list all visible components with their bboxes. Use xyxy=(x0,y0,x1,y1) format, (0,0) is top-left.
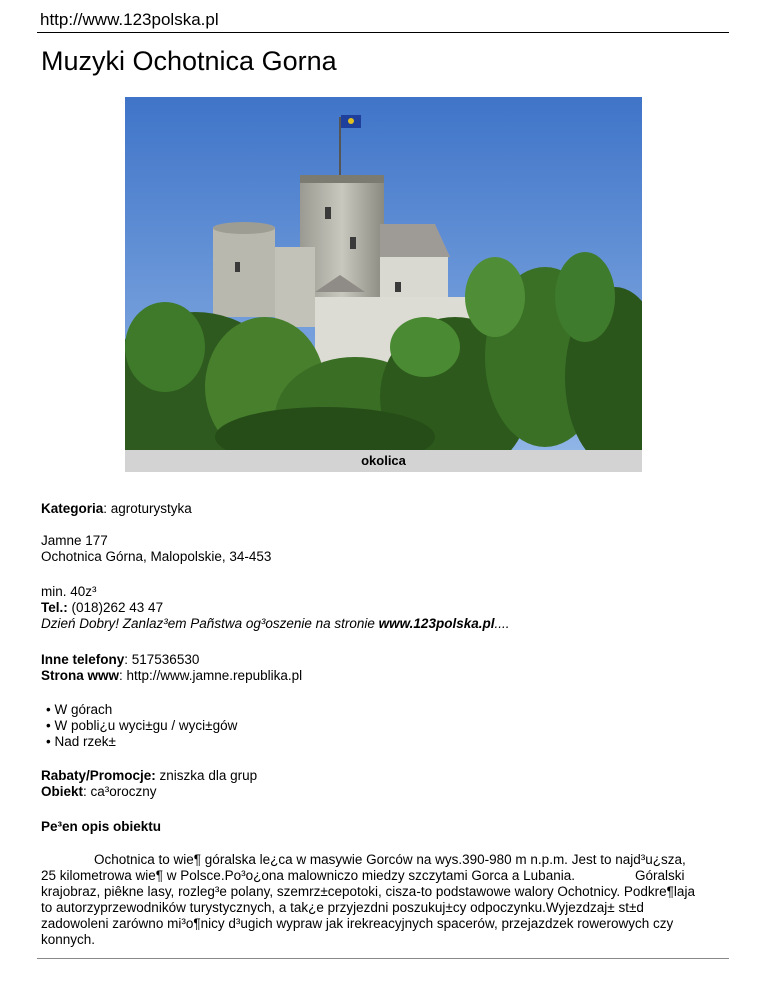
category-line xyxy=(41,501,192,517)
address-street: Jamne 177 xyxy=(41,533,108,548)
phone-value: (018)262 43 47 xyxy=(67,600,164,615)
website-line xyxy=(41,668,302,684)
phone-label: Tel.: xyxy=(41,600,68,615)
castle-photo xyxy=(125,97,642,450)
discounts-label: Rabaty/Promocje: xyxy=(41,768,156,783)
photo-caption: okolica xyxy=(125,450,642,472)
other-phones-line xyxy=(41,652,302,668)
other-phones-label: Inne telefony xyxy=(41,652,125,667)
feature-item: • Nad rzek± xyxy=(46,734,116,749)
phone-line xyxy=(41,600,509,616)
category-label: Kategoria xyxy=(41,501,104,516)
website-label: Strona www xyxy=(41,668,120,683)
object-label: Obiekt xyxy=(41,784,84,799)
offer-block xyxy=(41,768,257,800)
site-url-link[interactable]: http://www.123polska.pl xyxy=(40,10,219,29)
feature-item: • W górach xyxy=(46,702,113,717)
object-value: : ca³oroczny xyxy=(83,784,157,799)
greeting-suffix: .... xyxy=(494,616,510,631)
discounts-line xyxy=(41,768,257,784)
extra-contact-block xyxy=(41,652,302,684)
features-list xyxy=(41,702,237,750)
feature-item: • W pobli¿u wyci±gu / wyci±gów xyxy=(46,718,238,733)
description-para-1: Ochotnica to wie¶ góralska le¿ca w masywie Gorców na wys.390-980 m n.p.m. Jest to najd³u¿sza, 25 kilometrowa wie¶ w Polsce.Po³o¿ona malowniczo miedzy szczytami Gorca a Lubania. xyxy=(41,852,686,883)
address-city: Ochotnica Górna, Malopolskie, 34-453 xyxy=(41,549,272,564)
greeting-prefix: Dzień Dobry! Zanlaz³em Pañstwa og³oszenie na stronie xyxy=(41,616,379,631)
description-para-2: Góralski krajobraz, piêkne lasy, rozleg³e polany, szemrz±cepotoki, cisza-to podstawowe walory Ochotnicy. Podkre¶laja to autorzyprzewodników turystycznych, a tak¿e przyjezdni poszukuj±cy odpoczynku.Wyjezdzaj± st±d zadowoleni zarówno mi³o¶nicy d³ugich wypraw jak irekreacyjnych spacerów, przejazdzek rowerowych czy konnych. xyxy=(41,868,695,947)
object-line xyxy=(41,784,257,800)
footer-divider xyxy=(37,958,729,959)
address-block xyxy=(41,533,271,565)
price-text: min. 40z³ xyxy=(41,584,97,599)
greeting-site: www.123polska.pl xyxy=(378,616,495,631)
header-divider xyxy=(37,32,729,33)
contact-block xyxy=(41,584,509,632)
website-value: : http://www.jamne.republika.pl xyxy=(119,668,303,683)
greeting-line xyxy=(41,616,509,632)
other-phones-value: : 517536530 xyxy=(124,652,200,667)
discounts-value: zniszka dla grup xyxy=(155,768,258,783)
description-heading xyxy=(41,819,161,835)
description-body xyxy=(41,852,701,948)
features-block xyxy=(41,702,237,750)
page-title: Muzyki Ochotnica Gorna xyxy=(41,46,337,76)
description-heading-text: Pe³en opis obiektu xyxy=(41,819,162,834)
category-value: : agroturystyka xyxy=(103,501,192,516)
